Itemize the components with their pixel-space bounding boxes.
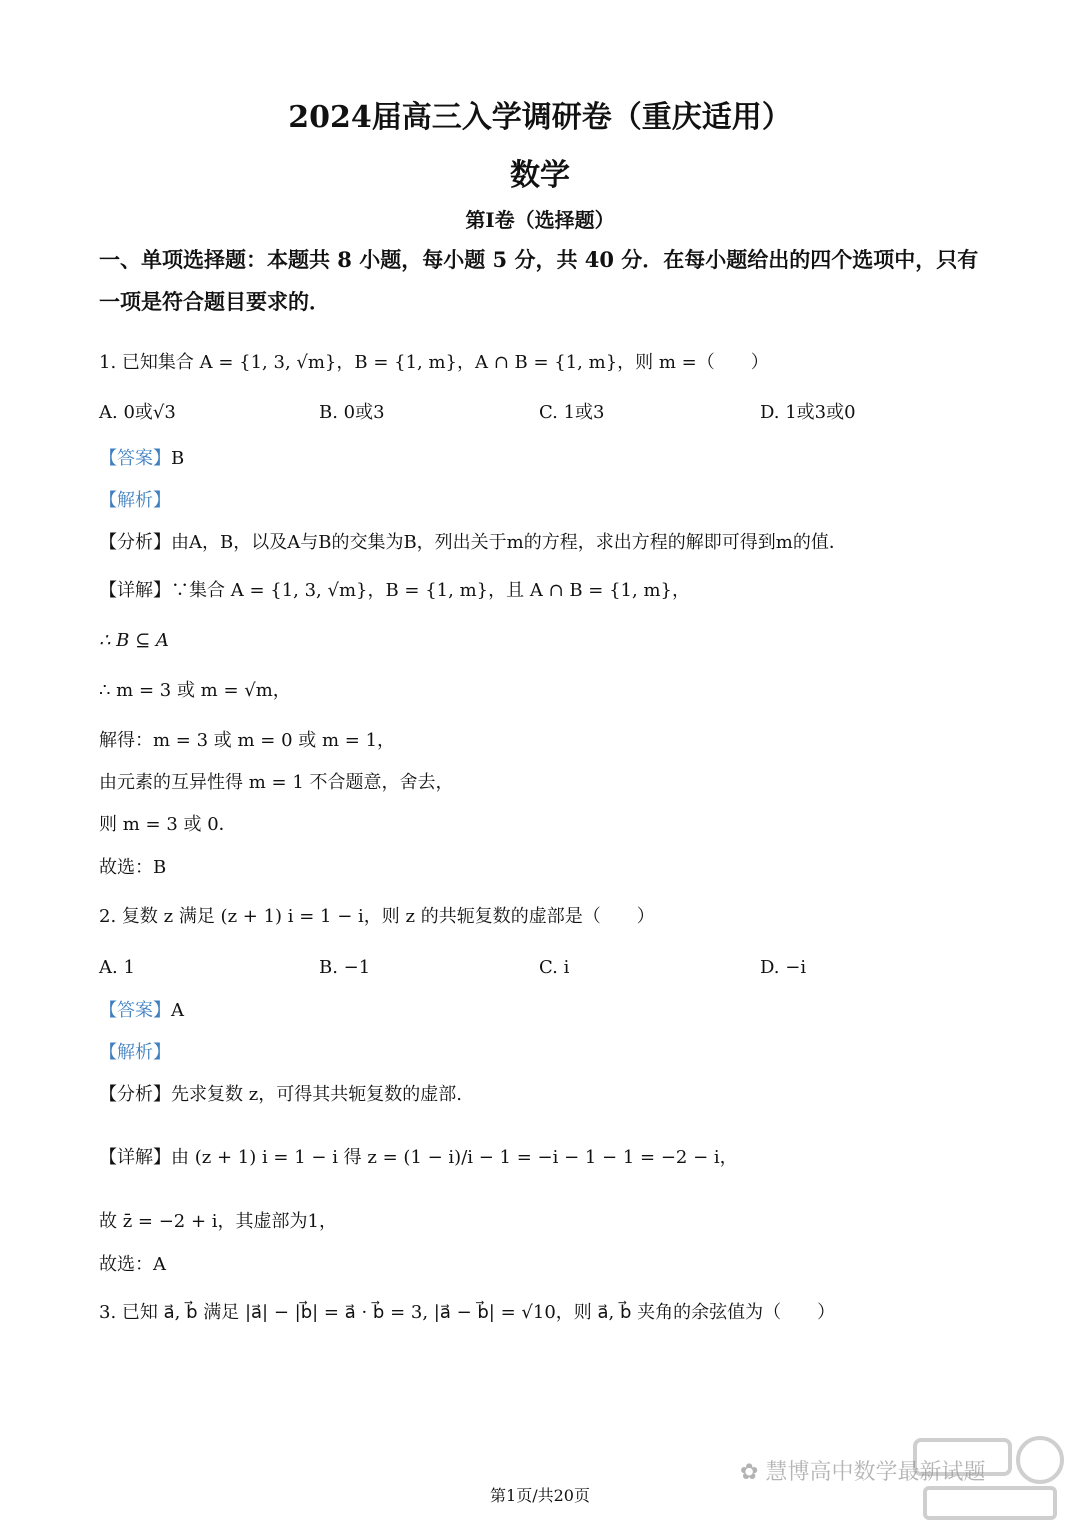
q1-option-d: D. 1或3或0 [760,402,856,423]
section-heading-line1: 一、单项选择题：本题共 8 小题，每小题 5 分，共 40 分．在每小题给出的四个选项中，只有 [99,247,979,272]
q2-answer: A [171,1000,184,1021]
document-title: 2024届高三入学调研卷（重庆适用） [288,100,792,135]
q2-choose: 故选：A [99,1254,166,1275]
answer-tag: 【答案】 [99,1000,171,1021]
q2-analysis-tag: 【解析】 [99,1042,171,1063]
q1-step-5: 则 m = 3 或 0． [99,814,237,835]
q1-step-2: ∴ m = 3 或 m = √m， [99,680,291,701]
watermark-text: ✿ 慧博高中数学最新试题 [740,1460,986,1485]
q1-answer-row [99,446,184,472]
q2-option-c: C. i [539,957,570,978]
q1-step-3: 解得：m = 3 或 m = 0 或 m = 1， [99,730,396,751]
answer-tag: 【答案】 [99,448,171,469]
question-2-stem: 2. 复数 z 满足 (z + 1) i = 1 − i，则 z 的共轭复数的虚部是（ ） [99,906,655,927]
q2-analysis: 【分析】先求复数 z，可得其共轭复数的虚部. [99,1084,462,1105]
subject-title: 数学 [510,158,570,193]
q1-choose: 故选：B [99,857,167,878]
q1-answer: B [171,448,185,469]
question-1-stem: 1. 已知集合 A = {1, 3, √m}，B = {1, m}，A ∩ B = {1, m}，则 m =（ ） [99,352,769,373]
q2-answer-row [99,998,184,1024]
q2-option-d: D. −i [760,957,807,978]
q2-option-b: B. −1 [319,957,371,978]
q1-option-c: C. 1或3 [539,402,605,423]
q1-step-1: ∴ B ⊆ A [99,630,169,651]
wechat-icon: ✿ [740,1460,766,1485]
volume-title: 第I卷（选择题） [465,208,615,232]
q2-step-1: 故 z̄ = −2 + i，其虚部为1， [99,1211,337,1232]
section-heading-line2: 一项是符合题目要求的． [99,289,330,314]
q1-detail: 【详解】∵集合 A = {1, 3, √m}，B = {1, m}，且 A ∩ B = {1, m}， [99,580,690,601]
q1-analysis-tag: 【解析】 [99,490,171,511]
q1-option-b: B. 0或3 [319,402,385,423]
page-number: 第1页/共20页 [490,1486,590,1505]
q2-detail: 【详解】由 (z + 1) i = 1 − i 得 z = (1 − i)/i − 1 = −i − 1 − 1 = −2 − i， [99,1147,738,1168]
q1-analysis: 【分析】由A，B，以及A与B的交集为B，列出关于m的方程，求出方程的解即可得到m的值． [99,532,847,553]
q2-option-a: A. 1 [99,957,135,978]
q1-option-a: A. 0或√3 [99,402,176,423]
q1-step-4: 由元素的互异性得 m = 1 不合题意，舍去， [99,772,454,793]
question-3-stem: 3. 已知 a⃗, b⃗ 满足 |a⃗| − |b⃗| = a⃗ · b⃗ = 3, |a⃗ − b⃗| = √10，则 a⃗, b⃗ 夹角的余弦值为（ ） [99,1302,836,1323]
